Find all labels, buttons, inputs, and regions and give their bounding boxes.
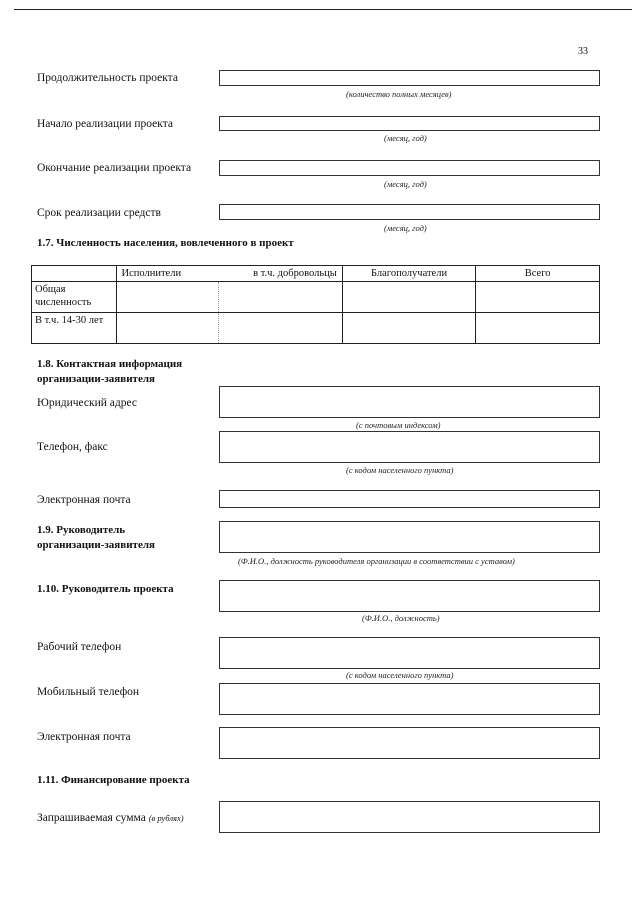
legal-address-hint: (с почтовым индексом) <box>356 420 441 430</box>
cell-executors-youth[interactable] <box>116 313 219 344</box>
phone-fax-input[interactable] <box>219 431 600 463</box>
org-email-input[interactable] <box>219 490 600 508</box>
org-email-label: Электронная почта <box>37 494 131 506</box>
section-1-8-title-line2: организации-заявителя <box>37 373 155 385</box>
phone-fax-label: Телефон, факс <box>37 441 108 453</box>
legal-address-input[interactable] <box>219 386 600 418</box>
org-head-hint: (Ф.И.О., должность руководителя организации в соответствии с уставом) <box>238 556 515 566</box>
start-input[interactable] <box>219 116 600 131</box>
col-beneficiaries: Благополучатели <box>342 266 476 282</box>
mobile-phone-label: Мобильный телефон <box>37 686 140 698</box>
legal-address-label: Юридический адрес <box>37 397 137 409</box>
requested-sum-unit: (в рублях) <box>148 813 184 823</box>
section-1-9-title-line2: организации-заявителя <box>37 539 155 551</box>
cell-executors-total[interactable] <box>116 282 219 313</box>
work-phone-input[interactable] <box>219 637 600 669</box>
requested-sum-input[interactable] <box>219 801 600 833</box>
mobile-phone-input[interactable] <box>219 683 600 715</box>
table-row <box>32 282 600 313</box>
start-label: Начало реализации проекта <box>37 118 173 130</box>
section-1-8-title <box>37 357 182 387</box>
section-1-9-title <box>37 523 155 553</box>
project-head-input[interactable] <box>219 580 600 612</box>
table-header-executors <box>116 266 342 282</box>
duration-input[interactable] <box>219 70 600 86</box>
end-input[interactable] <box>219 160 600 176</box>
section-1-7-title: 1.7. Численность населения, вовлеченного в проект <box>37 237 294 249</box>
cell-volunteers-total[interactable] <box>219 282 342 313</box>
work-phone-label: Рабочий телефон <box>37 641 122 653</box>
section-1-11-title: 1.11. Финансирование проекта <box>37 774 190 786</box>
population-table <box>31 265 600 344</box>
end-label: Окончание реализации проекта <box>37 162 192 174</box>
cell-beneficiaries-total[interactable] <box>342 282 476 313</box>
row-age-14-30: В т.ч. 14-30 лет <box>32 313 117 344</box>
row-total-population: Общая численность <box>32 282 117 313</box>
requested-sum-text: Запрашиваемая сумма <box>37 812 146 824</box>
cell-total-total[interactable] <box>476 282 600 313</box>
top-rule <box>14 9 632 10</box>
col-executors: Исполнители <box>121 268 182 279</box>
funds-term-label: Срок реализации средств <box>37 207 161 219</box>
project-email-label: Электронная почта <box>37 731 131 743</box>
funds-term-hint: (месяц, год) <box>384 223 427 233</box>
project-head-hint: (Ф.И.О., должность) <box>362 613 440 623</box>
cell-volunteers-youth[interactable] <box>219 313 342 344</box>
section-1-8-title-line1: 1.8. Контактная информация <box>37 358 183 370</box>
start-hint: (месяц, год) <box>384 133 427 143</box>
duration-hint: (количество полных месяцев) <box>346 89 452 99</box>
table-corner-cell <box>32 266 117 282</box>
table-row <box>32 313 600 344</box>
col-volunteers: в т.ч. добровольцы <box>253 268 337 279</box>
org-head-input[interactable] <box>219 521 600 553</box>
duration-label: Продолжительность проекта <box>37 72 178 84</box>
end-hint: (месяц, год) <box>384 179 427 189</box>
cell-beneficiaries-youth[interactable] <box>342 313 476 344</box>
table-header-row <box>32 266 600 282</box>
work-phone-hint: (с кодом населенного пункта) <box>346 670 454 680</box>
cell-total-youth[interactable] <box>476 313 600 344</box>
project-email-input[interactable] <box>219 727 600 759</box>
requested-sum-label <box>37 811 184 825</box>
section-1-10-title: 1.10. Руководитель проекта <box>37 583 174 595</box>
phone-fax-hint: (с кодом населенного пункта) <box>346 465 454 475</box>
col-total: Всего <box>476 266 600 282</box>
page-number: 33 <box>578 46 588 57</box>
section-1-9-title-line1: 1.9. Руководитель <box>37 524 126 536</box>
funds-term-input[interactable] <box>219 204 600 220</box>
